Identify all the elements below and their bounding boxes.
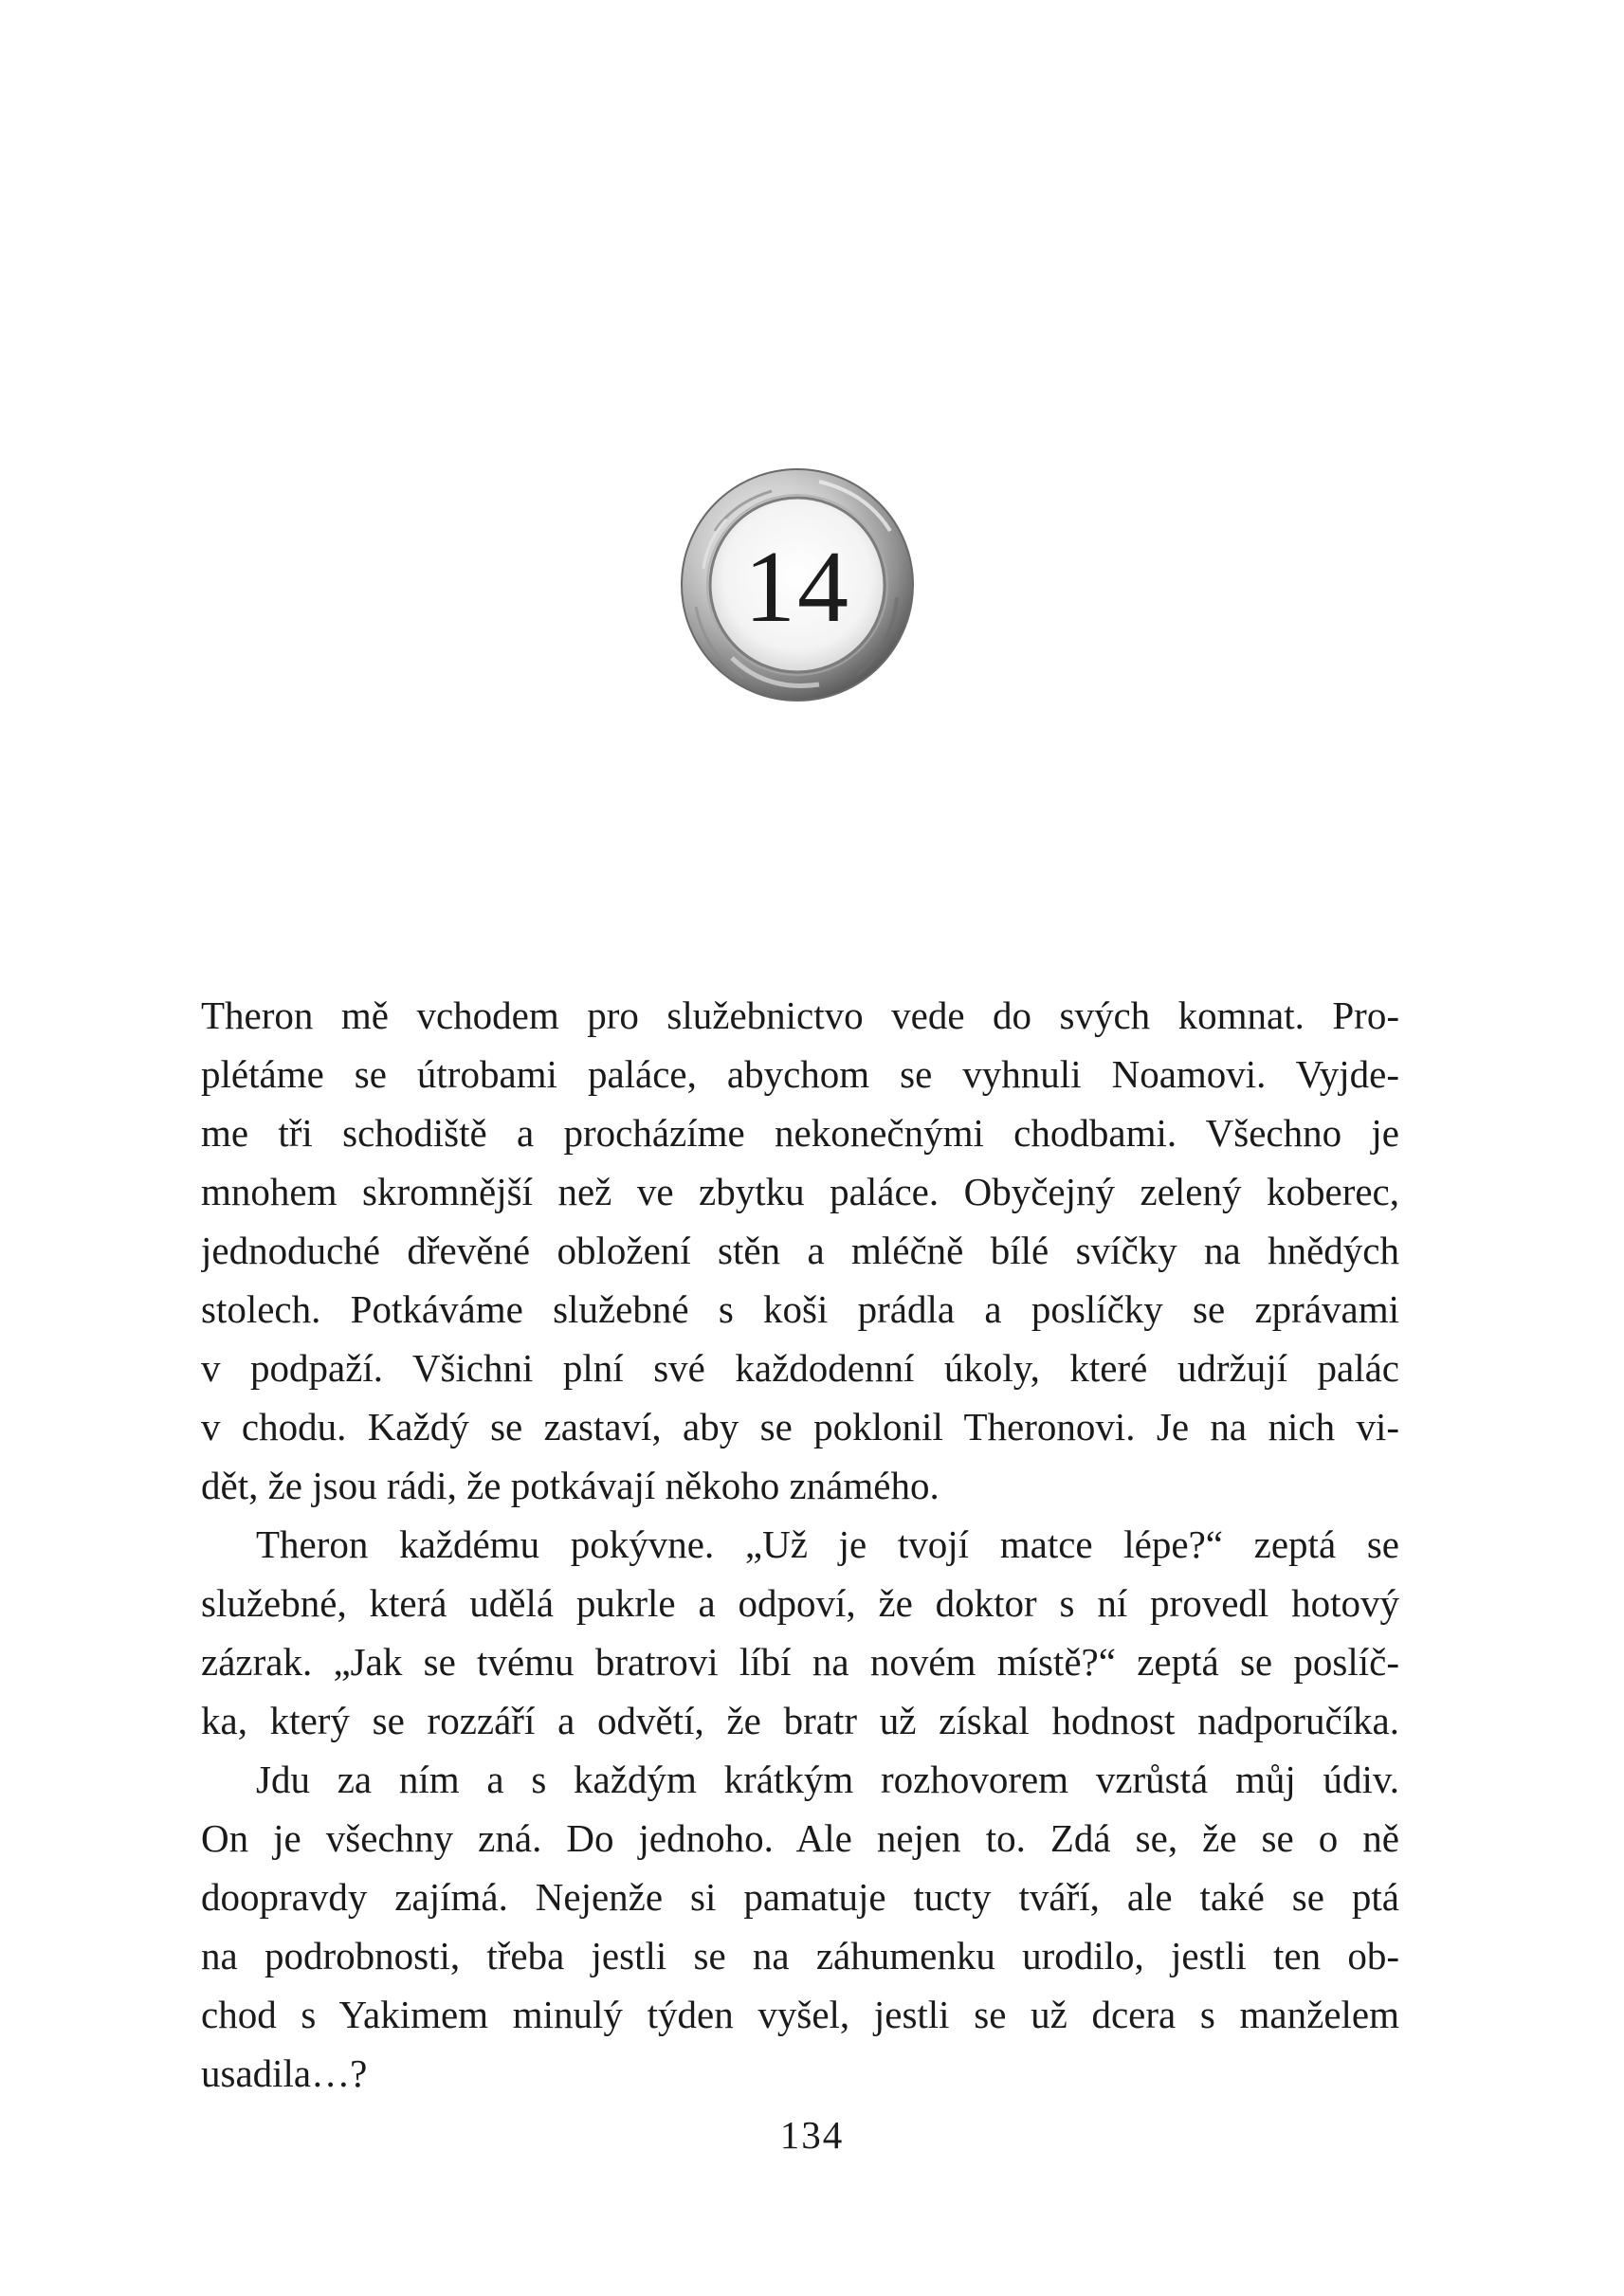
paragraph-2 (201, 1515, 1399, 1750)
body-text (201, 986, 1399, 2103)
chapter-emblem (677, 465, 918, 705)
text-line: služebné, která udělá pukrle a odpoví, že doktor s ní provedl hotový (201, 1581, 1399, 1625)
text-line: zázrak. „Jak se tvému bratrovi líbí na novém místě?“ zeptá se poslíč- (201, 1640, 1399, 1684)
text-line: me tři schodiště a procházíme nekonečnými chodbami. Všechno je (201, 1111, 1399, 1155)
text-line: jednoduché dřevěné obložení stěn a mléčně bílé svíčky na hnědých (201, 1229, 1399, 1272)
text-line: doopravdy zajímá. Nejenže si pamatuje tucty tváří, ale také se ptá (201, 1875, 1399, 1919)
text-line: ka, který se rozzáří a odvětí, že bratr už získal hodnost nadporučíka. (201, 1699, 1399, 1742)
text-line: v podpaží. Všichni plní své každodenní úkoly, které udržují palác (201, 1346, 1399, 1390)
text-line: stolech. Potkáváme služebné s koši prádla a poslíčky se zprávami (201, 1287, 1399, 1331)
paragraph-1 (201, 986, 1399, 1515)
paragraph-3 (201, 1750, 1399, 2103)
text-line: plétáme se útrobami paláce, abychom se vyhnuli Noamovi. Vyjde- (201, 1052, 1399, 1096)
text-line: dět, že jsou rádi, že potkávají někoho známého. (201, 1464, 940, 1507)
text-line: na podrobnosti, třeba jestli se na záhumenku urodilo, jestli ten ob- (201, 1934, 1399, 1977)
text-line: Jdu za ním a s každým krátkým rozhovorem vzrůstá můj údiv. (256, 1758, 1399, 1801)
page-number: 134 (779, 2113, 845, 2157)
text-line: mnohem skromnější než ve zbytku paláce. Obyčejný zelený koberec, (201, 1170, 1399, 1213)
text-line: On je všechny zná. Do jednoho. Ale nejen to. Zdá se, že se o ně (201, 1816, 1399, 1860)
text-line: v chodu. Každý se zastaví, aby se poklonil Theronovi. Je na nich vi- (201, 1405, 1399, 1449)
chapter-number: 14 (744, 531, 850, 644)
text-line: chod s Yakimem minulý týden vyšel, jestli se už dcera s manželem (201, 1993, 1399, 2036)
text-line: Theron každému pokývne. „Už je tvojí matce lépe?“ zeptá se (256, 1522, 1399, 1566)
text-line: Theron mě vchodem pro služebnictvo vede do svých komnat. Pro- (201, 993, 1399, 1037)
text-line: usadila…? (201, 2051, 368, 2095)
